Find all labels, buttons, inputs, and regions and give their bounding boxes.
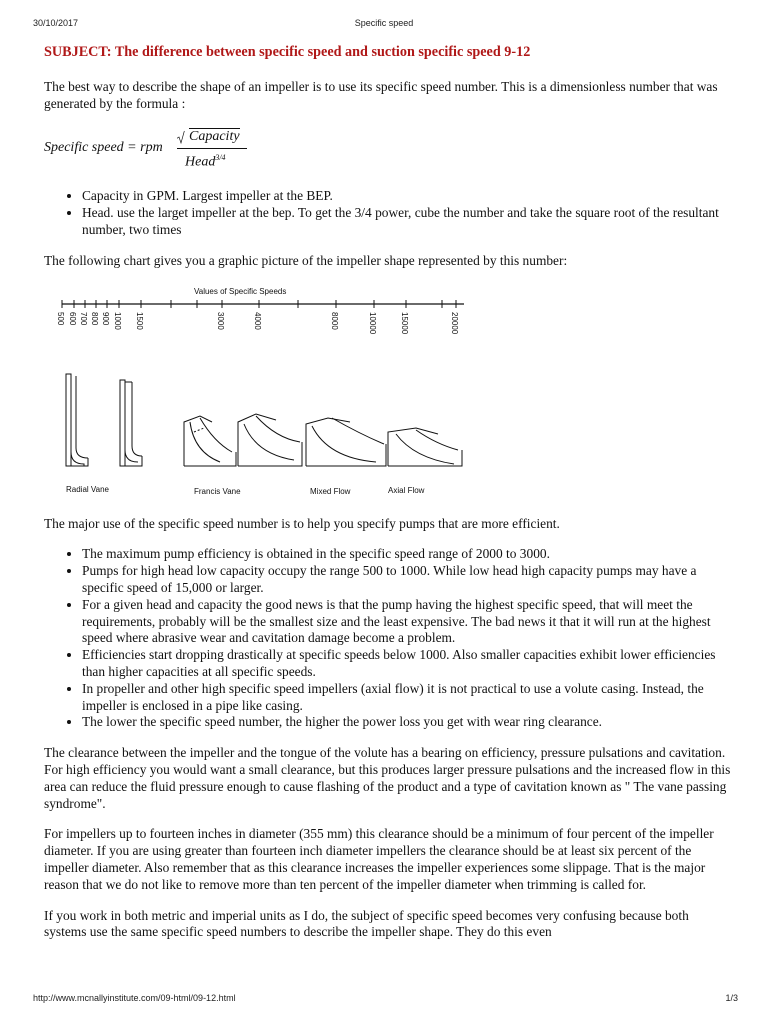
list-item: • Pumps for high head low capacity occupy the range 500 to 1000. While low head high capacity pumps may have a specific speed of 15,000 or larger. bbox=[82, 563, 734, 597]
tick-label: 20000 bbox=[450, 311, 459, 334]
formula-exponent: 3/4 bbox=[215, 153, 226, 163]
list-item: • The lower the specific speed number, the higher the power loss you get with wear ring clearance. bbox=[82, 714, 734, 731]
tick-label: 900 bbox=[101, 311, 110, 325]
mixed-flow-label: Mixed Flow bbox=[310, 486, 351, 496]
major-use-paragraph: The major use of the specific speed number is to help you specify pumps that are more efficient. bbox=[44, 515, 560, 531]
list-item: • Efficiencies start dropping drastically at specific speeds below 1000. Also smaller capacities exhibit lower efficiencies than higher capacities at all specific speeds. bbox=[82, 647, 734, 681]
specific-speed-facts-list bbox=[44, 546, 734, 731]
list-item: • For a given head and capacity the good news is that the pump having the highest specific speed, that will meet the requirements, probably will be the smallest size and the least expensive. The bad news it that it will run at the highest speed where abrasive wear and cavitation damage become a problem. bbox=[82, 597, 734, 647]
francis-vane-impeller bbox=[184, 416, 236, 466]
square-root-icon bbox=[177, 128, 185, 146]
francis-vane-label: Francis Vane bbox=[194, 486, 241, 496]
formula-lhs: Specific speed = rpm bbox=[44, 140, 163, 156]
print-date: 30/10/2017 bbox=[33, 18, 79, 28]
radial-vane-impeller-1 bbox=[66, 374, 88, 466]
subject-heading: SUBJECT: The difference between specific speed and suction specific speed 9-12 bbox=[44, 44, 531, 60]
radial-vane-impeller-2 bbox=[120, 380, 142, 466]
page-title: Specific speed bbox=[354, 18, 414, 28]
tick-label: 15000 bbox=[400, 311, 409, 334]
chart-intro-paragraph: The following chart gives you a graphic picture of the impeller shape represented by this number: bbox=[44, 252, 568, 268]
formula-numerator: Capacity bbox=[189, 129, 240, 145]
clearance-paragraph: The clearance between the impeller and the tongue of the volute has a bearing on efficiency, pressure pulsations and cavitation. For high efficiency you would want a small clearance, but this produces larger pressure pulsations and the increased flow in this area can reduce the fluid pressure enough to cause flashing of the product and a type of cavitation known as " The vane passing syndrome". bbox=[44, 745, 731, 811]
mixed-flow-impeller-1 bbox=[238, 414, 302, 466]
tick-label: 600 bbox=[68, 311, 77, 325]
formula-denominator-group bbox=[185, 150, 226, 171]
page-number: 1/3 bbox=[725, 993, 738, 1003]
tick-label: 1000 bbox=[113, 311, 122, 330]
list-item: • In propeller and other high specific speed impellers (axial flow) it is not practical to use a volute casing. Instead, the impeller is enclosed in a pipe like casing. bbox=[82, 681, 734, 715]
list-item: • The maximum pump efficiency is obtained in the specific speed range of 2000 to 3000. bbox=[82, 546, 734, 563]
intro-paragraph: The best way to describe the shape of an impeller is to use its specific speed number. This is a dimensionless number that was generated by the formula : bbox=[44, 78, 718, 111]
formula-notes-list bbox=[44, 188, 734, 238]
tick-label: 500 bbox=[56, 311, 65, 325]
fraction-bar bbox=[177, 148, 247, 149]
fourteen-inch-paragraph: For impellers up to fourteen inches in diameter (355 mm) this clearance should be a minimum of four percent of the impeller diameter. If you are using greater than fourteen inch diameter impellers the clearance should be at least six percent of the impeller diameter. Also remember that as this clearance increases the impeller experiences some slippage. That is the major reason that we do not like to remove more than ten percent of the impeller diameter when trimming is called for. bbox=[44, 826, 714, 892]
axial-flow-impeller bbox=[388, 428, 462, 466]
formula-denominator: Head bbox=[185, 155, 216, 171]
tick-label: 4000 bbox=[253, 311, 262, 330]
list-item: • Capacity in GPM. Largest impeller at the BEP. bbox=[82, 188, 734, 205]
mixed-flow-impeller-2 bbox=[306, 418, 386, 466]
tick-label: 700 bbox=[79, 311, 88, 325]
metric-imperial-paragraph: If you work in both metric and imperial units as I do, the subject of specific speed becomes very confusing because both systems use the same specific speed numbers to describe the impeller shape. They do this even bbox=[44, 907, 689, 940]
specific-speed-formula bbox=[44, 126, 734, 176]
source-url: http://www.mcnallyinstitute.com/09-html/09-12.html bbox=[33, 993, 236, 1003]
tick-label: 8000 bbox=[330, 311, 339, 330]
diagram-title: Values of Specific Speeds bbox=[194, 286, 287, 296]
tick-label: 800 bbox=[90, 311, 99, 325]
article-body bbox=[44, 44, 734, 941]
tick-label: 1500 bbox=[135, 311, 144, 330]
tick-label: 10000 bbox=[368, 311, 377, 334]
specific-speed-diagram bbox=[44, 282, 484, 502]
tick-label: 3000 bbox=[216, 311, 225, 330]
radial-vane-label: Radial Vane bbox=[66, 484, 109, 494]
list-item: • Head. use the larget impeller at the bep. To get the 3/4 power, cube the number and take the square root of the resultant number, two times bbox=[82, 205, 734, 239]
axial-flow-label: Axial Flow bbox=[388, 485, 425, 495]
